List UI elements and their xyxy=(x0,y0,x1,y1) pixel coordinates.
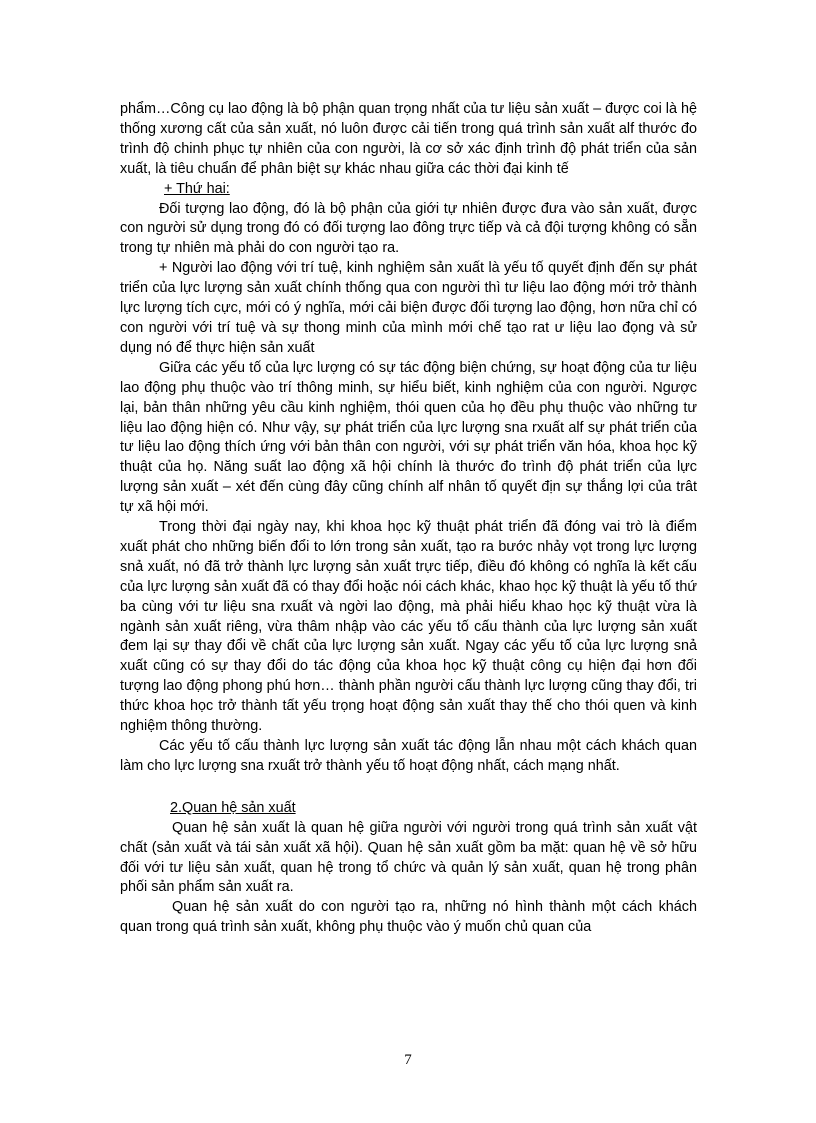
subheading-second: + Thứ hai: xyxy=(164,180,230,197)
paragraph-laborers: + Người lao động với trí tuệ, kinh nghiệm sản xuất là yếu tố quyết định đến sự phát triển của lực lượng sản xuất chính thống qua con người thì tư liệu lao động mới trở thành lực lượng tích cực, mới có ý nghĩa, mới cải biện được đối tượng lao động, hơn nữa chỉ có con người với trí tuệ và sự thong minh của mình mới chế tạo rat ư liệu lao đọng và sử dụng nó để thực hiện sản xuất xyxy=(120,260,697,356)
section-heading-relations-of-production: 2.Quan hệ sản xuất xyxy=(170,799,296,816)
paragraph-conclusion: Các yếu tố cấu thành lực lượng sản xuất tác động lẫn nhau một cách khách quan làm cho lực lượng sna rxuất trở thành yếu tố hoạt động nhất, cách mạng nhất. xyxy=(120,738,697,774)
paragraph-labor-tools: phẩm…Công cụ lao động là bộ phận quan trọng nhất của tư liệu sản xuất – được coi là hệ thống xương cất của sản xuất, nó luôn được cải tiến trong quá trình sản xuất alf thước đo trình độ chinh phục tự nhiên của con người, là cơ sở xác định trình độ phát triển của sản xuất, là tiêu chuẩn để phân biệt sự khác nhau giữa các thời đại kinh tế xyxy=(120,101,697,177)
paragraph-relations-definition: Quan hệ sản xuất là quan hệ giữa người với người trong quá trình sản xuất vật chất (sản xuất và tái sản xuất xã hội). Quan hệ sản xuất gồm ba mặt: quan hệ về sở hữu đối với tư liệu sản xuất, quan hệ trong tổ chức và quản lý sản xuất, quan hệ trong phân phối sản phẩm sản xuất ra. xyxy=(120,819,697,896)
page-number: 7 xyxy=(404,1052,412,1068)
paragraph-relations-objective: Quan hệ sản xuất do con người tạo ra, những nó hình thành một cách khách quan trong quá trình sản xuất, không phụ thuộc vào ý muốn chủ quan của xyxy=(120,899,697,936)
document-body xyxy=(120,100,697,938)
paragraph-science-technology: Trong thời đại ngày nay, khi khoa học kỹ thuật phát triển đã đóng vai trò là điểm xuất phát cho những biến đổi to lớn trong sản xuất, tạo ra bước nhảy vọt trong lực lượng snả xuất, nó đã trở thành lực lượng sản xuất trực tiếp, điều đó không có nghĩa là kết cấu của lực lượng sản xuất đã có thay đổi hoặc nói cách khác, khao học kỹ thuật là yếu tố thứ ba cùng với tư liệu sna rxuất và ngời lao động, mà phải hiểu khao học kỹ thuật vừa là ngành sản xuất riêng, vừa thâm nhập vào các yếu tố cấu thành của lực lượng sản xuất đem lại sự thay đổi về chất của lực lượng sản xuất. Ngay các yếu tố của lực lượng snả xuất cũng có sự thay đổi do tác động của khoa học kỹ thuật công cụ hiện đại hơn đối tượng lao động phong phú hơn… thành phần người cấu thành lực lượng cũng thay đổi, tri thức khoa học trở thành tất yếu trọng hoạt động sản xuất thay thế cho thói quen và kinh nghiệm thông thường. xyxy=(120,519,697,735)
paragraph-dialectical-interaction: Giữa các yếu tố của lực lượng có sự tác động biện chứng, sự hoạt động của tư liệu lao động phụ thuộc vào trí thông minh, sự hiểu biết, kinh nghiệm của con người. Ngược lại, bản thân những yêu cầu kinh nghiệm, thói quen của họ đều phụ thuộc vào những tư liệu lao động hiện có. Như vậy, sự phát triển của lực lượng sna rxuất alf sự phát triển của tư liệu lao động thích ứng với bản thân con người, với sự phát triển văn hóa, khoa học kỹ thuật của họ. Năng suất lao động xã hội chính là thước đo trình độ phát triển của lực lượng sản xuất – xét đến cùng đây cũng chính alf nhân tố quyết địn sự thắng lợi của trât tự xã hội mới. xyxy=(120,359,697,516)
paragraph-labor-objects: Đối tượng lao động, đó là bộ phận của giới tự nhiên được đưa vào sản xuất, được con người sử dụng trong đó có đối tượng lao đông trực tiếp và cả đội tượng không có sẵn trong tự nhiên mà phải do con người tạo ra. xyxy=(120,200,697,257)
